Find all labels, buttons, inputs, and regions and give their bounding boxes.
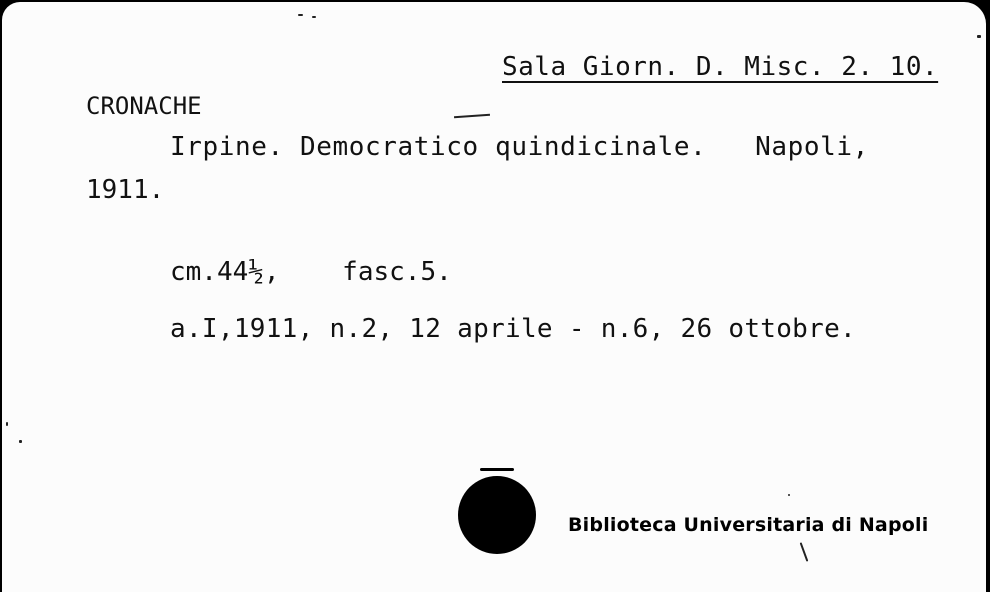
scan-speck [298,14,303,16]
title-description-line-1: Irpine. Democratico quindicinale. Napoli, [170,132,869,162]
seal-icon [458,476,536,554]
catalog-heading: CRONACHE [86,92,202,120]
scan-speck [977,35,981,38]
library-stamp [458,468,958,568]
pen-mark [454,114,490,119]
holdings-statement: a.I,1911, n.2, 12 aprile - n.6, 26 ottobre. [170,314,856,344]
physical-description: cm.44½, fasc.5. [170,257,452,287]
scan-speck [6,422,8,426]
title-description-line-2: 1911. [86,175,165,205]
scan-speck [19,440,22,443]
seal-mark [480,468,514,471]
shelfmark: Sala Giorn. D. Misc. 2. 10. [502,52,939,82]
library-name: Biblioteca Universitaria di Napoli [568,514,929,536]
scan-speck [788,494,790,496]
catalog-card [2,2,986,592]
scan-speck [312,16,316,18]
